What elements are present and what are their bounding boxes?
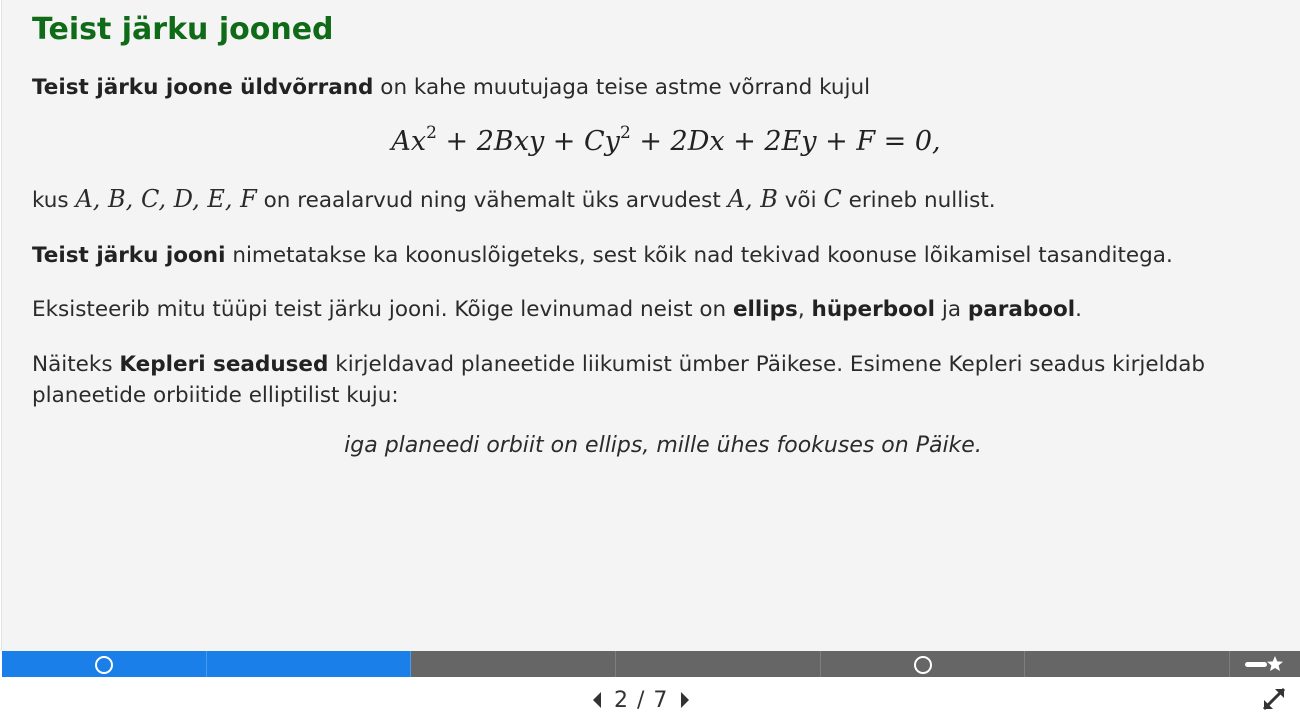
total-slides-number: 7: [653, 687, 669, 713]
slide-content: [1, 0, 1300, 651]
paragraph-text: Näiteks: [32, 352, 120, 377]
next-slide-button[interactable]: [674, 687, 696, 713]
paragraph-definition: [32, 72, 1232, 103]
paragraph-text: erineb nullist.: [841, 188, 996, 213]
counter-separator: /: [637, 687, 646, 713]
progress-segment-5[interactable]: [821, 651, 1026, 677]
paragraph-text: ja: [935, 297, 968, 322]
paragraph-text: kirjeldavad planeetide liikumist ümber Päikese. Esimene Kepleri seadus kirjeldab planeetide orbiitide elliptilist kuju:: [32, 352, 1206, 408]
current-slide-number: 2: [614, 687, 629, 713]
task-circle-icon: [914, 656, 932, 674]
paragraph-text: kus: [32, 188, 76, 213]
fullscreen-expand-icon[interactable]: [1260, 685, 1288, 713]
paragraph-text: Eksisteerib mitu tüüpi teist järku jooni. Kõige levinumad neist on: [32, 297, 733, 322]
paragraph-coefficients: [32, 184, 1232, 216]
chevron-right-icon: [680, 692, 690, 708]
paragraph-text: on kahe muutujaga teise astme võrrand kujul: [373, 75, 871, 100]
progress-bar: [2, 651, 1300, 677]
chevron-left-icon: [592, 692, 602, 708]
paragraph-text: on reaalarvud ning vähemalt üks arvudest: [256, 188, 728, 213]
page-title: Teist järku jooned: [32, 12, 334, 47]
formula-exponent: 2: [426, 123, 437, 143]
term-parabola: parabool: [967, 297, 1076, 322]
progress-segment-1[interactable]: [2, 651, 207, 677]
progress-segment-2[interactable]: [207, 651, 412, 677]
star-icon: [1244, 655, 1284, 673]
formula-part: + 2Dx + 2Ey + F = 0,: [630, 126, 941, 157]
math-variables: A, B, C, D, E, F: [75, 185, 257, 213]
paragraph-text: või: [777, 188, 824, 213]
paragraph-text: ,: [797, 297, 812, 322]
math-variables: C: [823, 185, 842, 213]
paragraph-kepler: [32, 349, 1222, 411]
slide-counter: [608, 688, 674, 713]
paragraph-types: [32, 294, 1232, 325]
term-kepler-laws: Kepleri seadused: [119, 352, 329, 377]
slide-pager: [586, 686, 696, 714]
term-second-order-curves: Teist järku jooni: [32, 243, 226, 268]
term-general-equation: Teist järku joone üldvõrrand: [32, 75, 374, 100]
progress-segment-end[interactable]: [1230, 651, 1300, 677]
kepler-law-quote: iga planeedi orbiit on ellips, mille ühes fookuses on Päike.: [344, 433, 982, 458]
progress-segment-6[interactable]: [1025, 651, 1230, 677]
formula-part: + 2Bxy + Cy: [436, 126, 620, 157]
previous-slide-button[interactable]: [586, 687, 608, 713]
progress-segment-4[interactable]: [616, 651, 821, 677]
task-circle-icon: [95, 656, 113, 674]
formula-exponent: 2: [619, 123, 631, 143]
term-ellipse: ellips: [732, 297, 798, 322]
term-hyperbola: hüperbool: [811, 297, 936, 322]
footer-navigation: [0, 677, 1300, 721]
paragraph-text: nimetatakse ka koonuslõigeteks, sest kõik nad tekivad koonuse lõikamisel tasanditega.: [225, 243, 1173, 268]
progress-segment-3[interactable]: [411, 651, 616, 677]
paragraph-text: .: [1075, 297, 1082, 322]
math-variables: A, B: [727, 185, 778, 213]
general-equation-formula: [2, 123, 1300, 157]
paragraph-conic-sections: [32, 240, 1232, 271]
formula-part: Ax: [391, 126, 427, 157]
